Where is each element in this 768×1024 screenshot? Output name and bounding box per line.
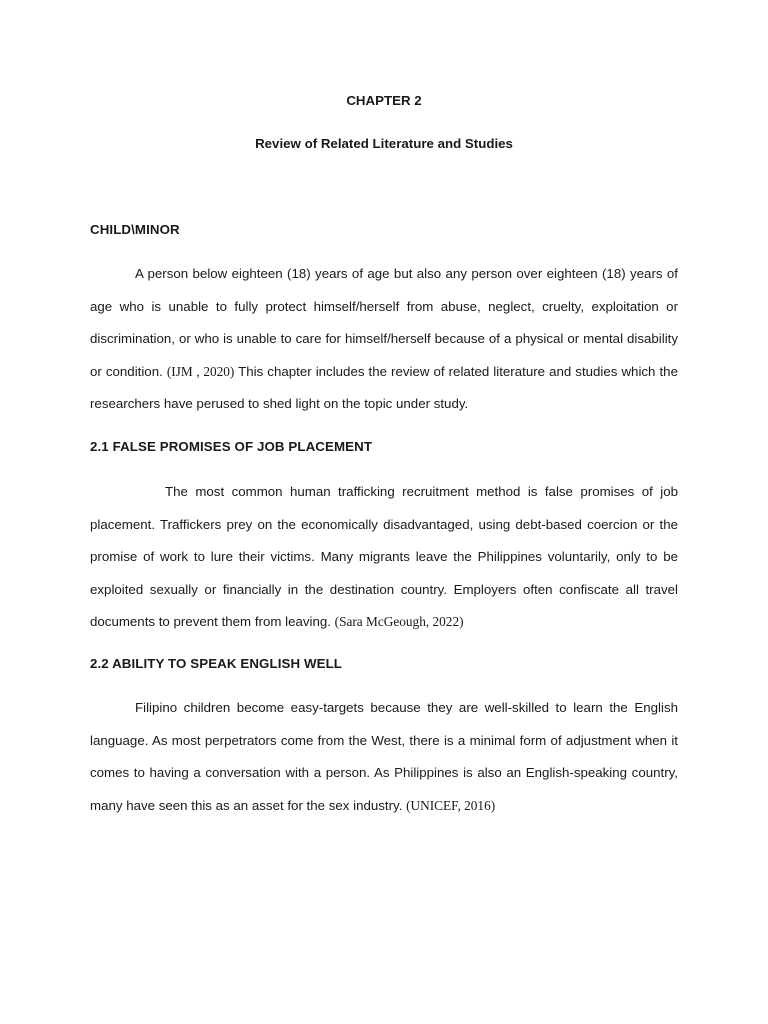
- section-paragraph-false-promises: [90, 476, 678, 639]
- paragraph-text: Filipino children become easy-targets because they are well-skilled to learn the English language. As most perpetrators come from the West, there is a minimal form of adjustment when it comes to having a conversation with a person. As Philippines is also an English-speaking country, many have seen this as an asset for the sex industry.: [90, 700, 678, 813]
- citation: (UNICEF, 2016): [406, 797, 496, 813]
- section-paragraph-english: [90, 692, 678, 822]
- chapter-title: Review of Related Literature and Studies: [255, 136, 513, 151]
- citation: (IJM , 2020): [166, 363, 235, 379]
- paragraph-text: A person below eighteen (18) years of age but also any person over eighteen (18) years of age who is unable to fully protect himself/herself from abuse, neglect, cruelty, exploitation or discrimination, or who is unable to care for himself/herself because of a physical or mental disability or condition.: [90, 266, 678, 379]
- paragraph-text: The most common human trafficking recruitment method is false promises of job placement. Traffickers prey on the economically disadvantaged, using debt-based coercion or the promise of work to lure their victims. Many migrants leave the Philippines voluntarily, only to be exploited sexually or financially in the destination country. Employers often confiscate all travel documents to prevent them from leaving.: [90, 484, 678, 630]
- section-heading-false-promises: 2.1 FALSE PROMISES OF JOB PLACEMENT: [90, 439, 373, 454]
- citation: (Sara McGeough, 2022): [334, 614, 464, 630]
- chapter-label: CHAPTER 2: [346, 93, 422, 108]
- section-paragraph-child-minor: [90, 258, 678, 421]
- paragraph-text-continued: This chapter includes the review of related literature and studies which the researchers have perused to shed light on the topic under study.: [90, 363, 678, 412]
- section-heading-english: 2.2 ABILITY TO SPEAK ENGLISH WELL: [90, 656, 343, 671]
- section-heading-child-minor: CHILD\MINOR: [90, 222, 180, 237]
